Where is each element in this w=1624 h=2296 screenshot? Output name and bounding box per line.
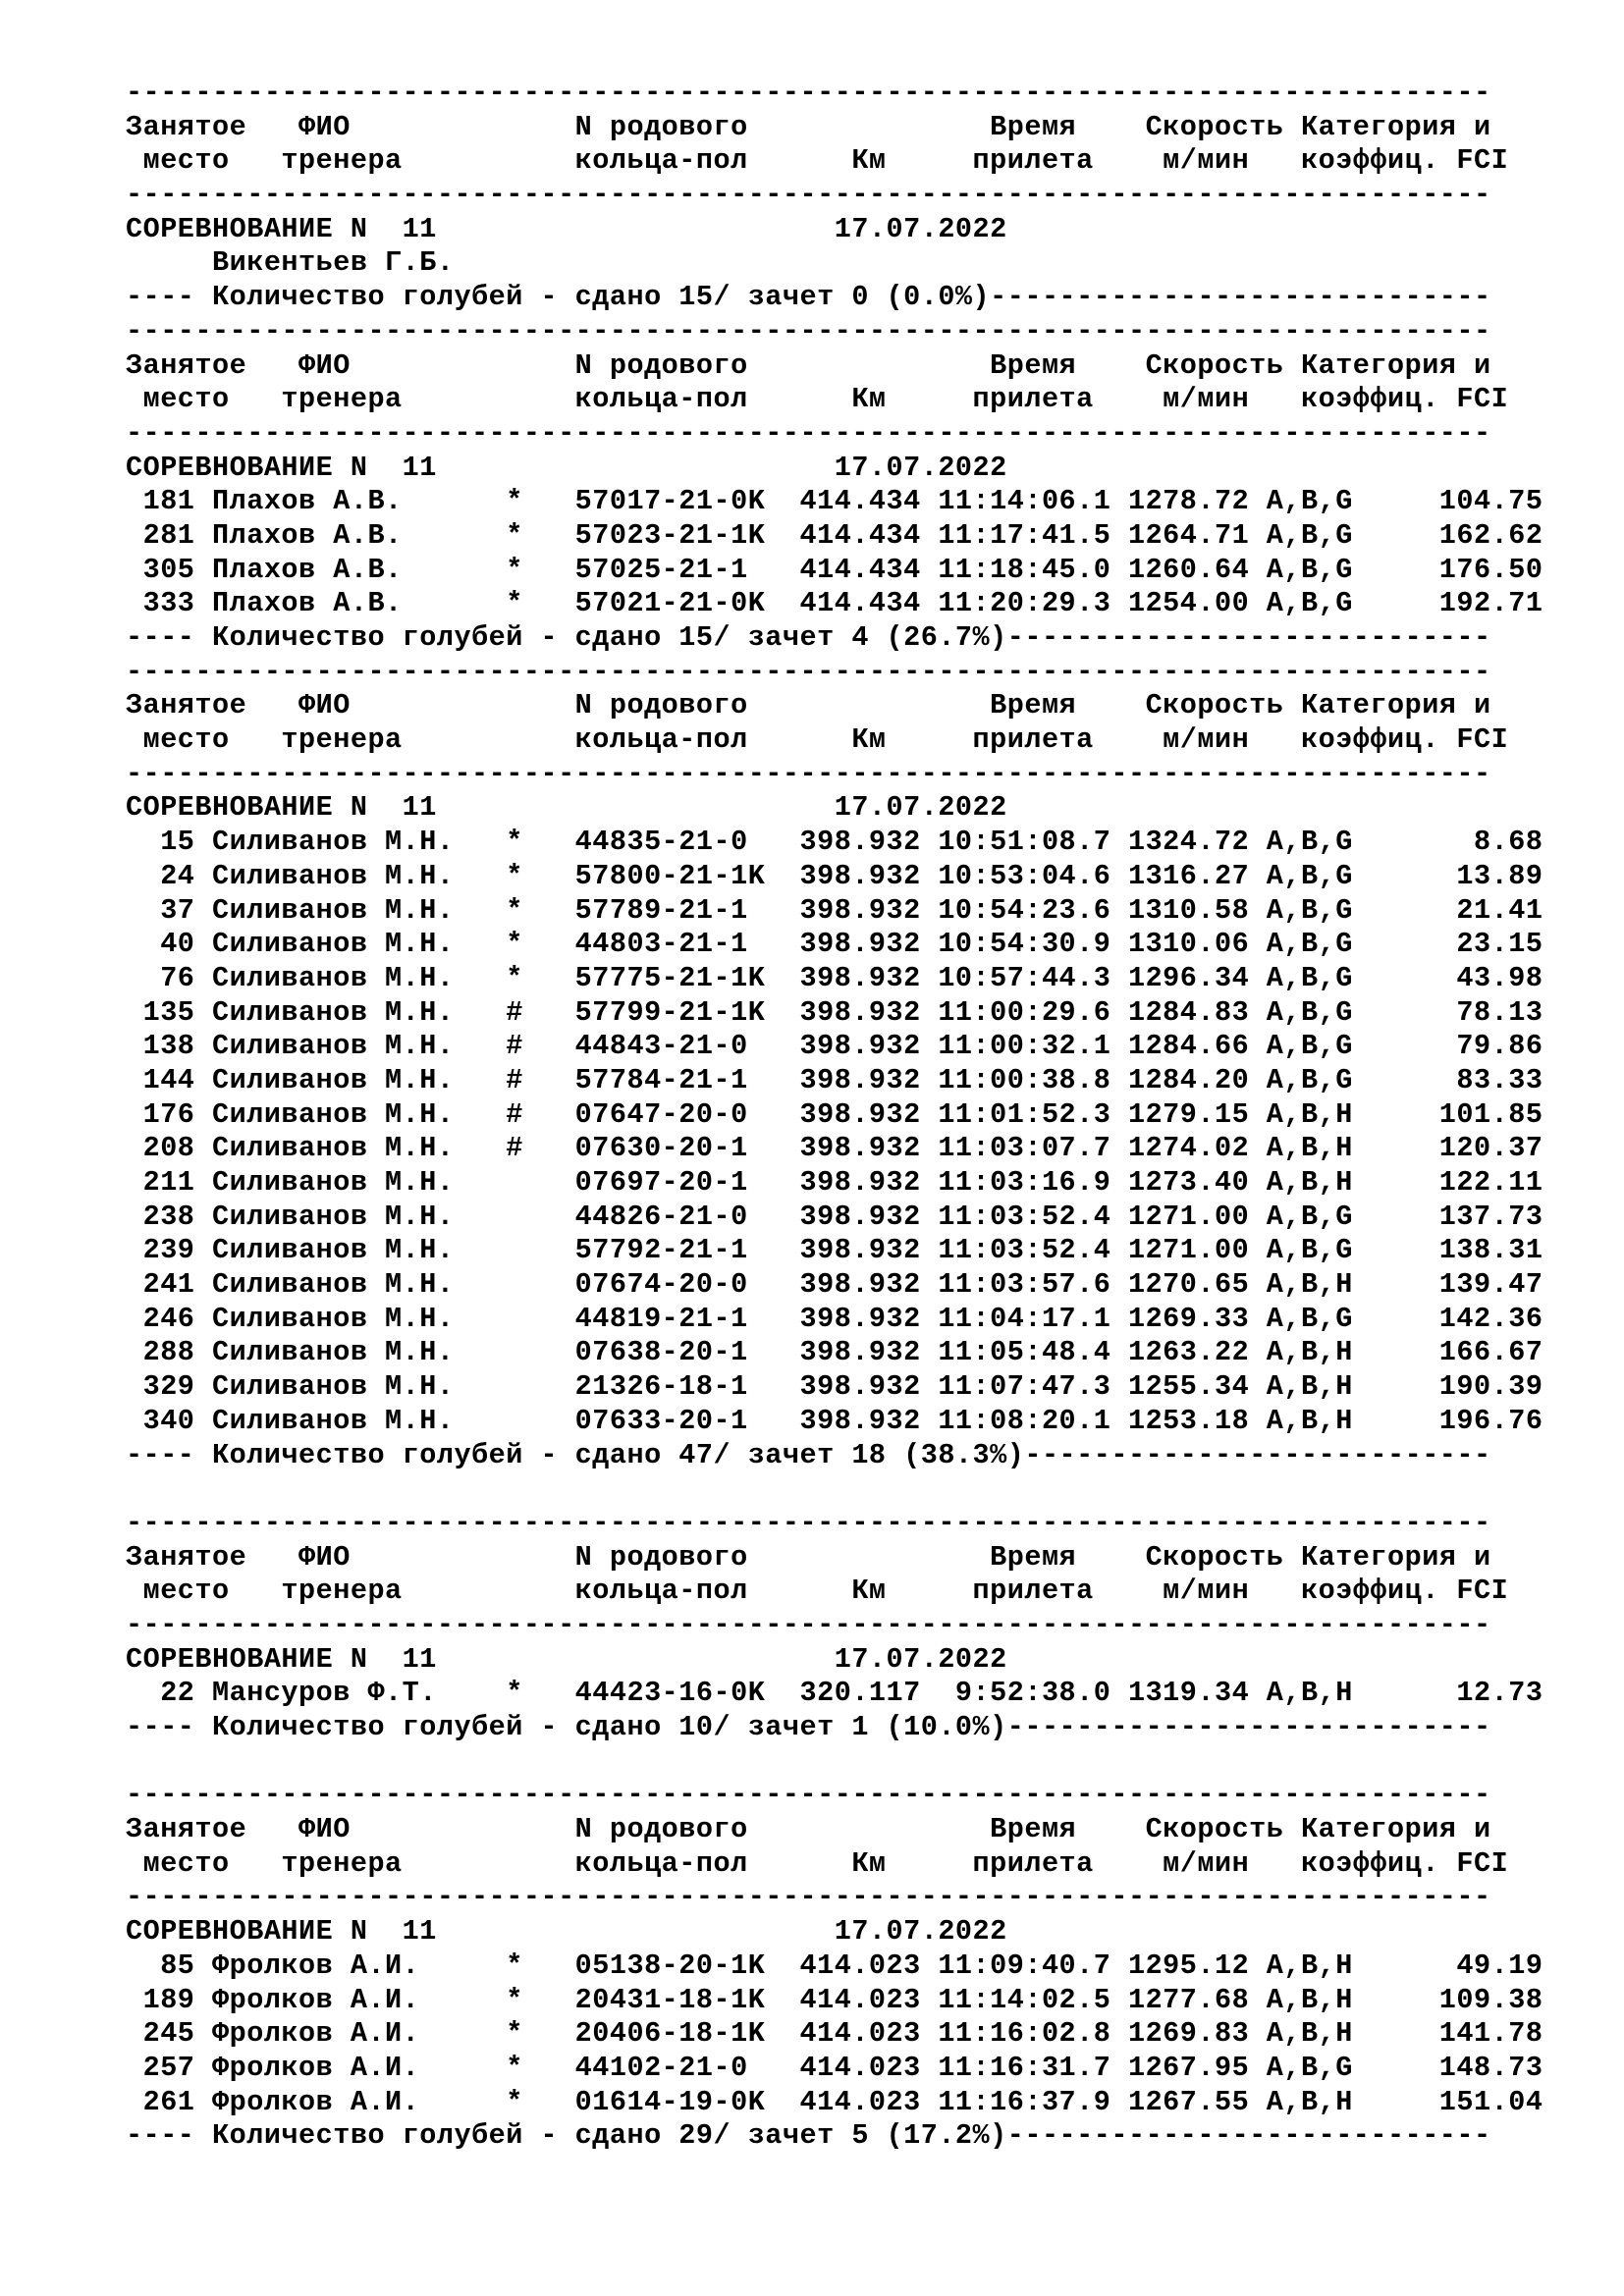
result-row: 245 Фролков А.И. * 20406-18-1K 414.023 11:16:02.8 1269.83 A,B,H 141.78 bbox=[126, 2017, 1543, 2051]
competition-line: СОРЕВНОВАНИЕ N 11 17.07.2022 bbox=[126, 791, 1007, 825]
header-row-2: место тренера кольца-пол Км прилета м/мин коэффиц. FCI bbox=[126, 144, 1509, 178]
header-rule: ------------------------------------------------------------------------------- bbox=[126, 757, 1491, 790]
header-row-2: место тренера кольца-пол Км прилета м/мин коэффиц. FCI bbox=[126, 1575, 1509, 1608]
top-rule: ------------------------------------------------------------------------------- bbox=[126, 1779, 1491, 1812]
result-row: 85 Фролков А.И. * 05138-20-1K 414.023 11:09:40.7 1295.12 A,B,H 49.19 bbox=[126, 1949, 1543, 1982]
result-row: 211 Силиванов М.Н. 07697-20-1 398.932 11:03:16.9 1273.40 A,B,H 122.11 bbox=[126, 1166, 1543, 1199]
header-row-1: Занятое ФИО N родового Время Скорость Категория и bbox=[126, 110, 1491, 143]
top-rule: ------------------------------------------------------------------------------- bbox=[126, 77, 1491, 109]
header-rule: ------------------------------------------------------------------------------- bbox=[126, 179, 1491, 212]
result-row: 40 Силиванов М.Н. * 44803-21-1 398.932 10:54:30.9 1310.06 A,B,G 23.15 bbox=[126, 928, 1543, 961]
header-row-1: Занятое ФИО N родового Время Скорость Категория и bbox=[126, 689, 1491, 722]
summary-line: ---- Количество голубей - сдано 29/ зачет 5 (17.2%)---------------------------- bbox=[126, 2119, 1491, 2153]
result-row: 261 Фролков А.И. * 01614-19-0K 414.023 11:16:37.9 1267.55 A,B,H 151.04 bbox=[126, 2085, 1543, 2118]
top-rule: ------------------------------------------------------------------------------- bbox=[126, 655, 1491, 688]
competition-line: СОРЕВНОВАНИЕ N 11 17.07.2022 bbox=[126, 1642, 1007, 1676]
header-row-1: Занятое ФИО N родового Время Скорость Категория и bbox=[126, 1813, 1491, 1846]
summary-line: ---- Количество голубей - сдано 15/ зачет 4 (26.7%)---------------------------- bbox=[126, 621, 1491, 654]
result-row: 208 Силиванов М.Н. # 07630-20-1 398.932 11:03:07.7 1274.02 A,B,H 120.37 bbox=[126, 1132, 1543, 1165]
trainer-name: Викентьев Г.Б. bbox=[126, 246, 455, 280]
results-report bbox=[126, 77, 1543, 2154]
result-row: 22 Мансуров Ф.Т. * 44423-16-0K 320.117 9:52:38.0 1319.34 A,B,H 12.73 bbox=[126, 1677, 1543, 1710]
result-row: 288 Силиванов М.Н. 07638-20-1 398.932 11:05:48.4 1263.22 A,B,H 166.67 bbox=[126, 1336, 1543, 1369]
top-rule: ------------------------------------------------------------------------------- bbox=[126, 1506, 1491, 1539]
header-row-1: Занятое ФИО N родового Время Скорость Категория и bbox=[126, 348, 1491, 382]
header-rule: ------------------------------------------------------------------------------- bbox=[126, 1881, 1491, 1914]
result-row: 333 Плахов А.В. * 57021-21-0K 414.434 11:20:29.3 1254.00 A,B,G 192.71 bbox=[126, 587, 1543, 620]
result-row: 144 Силиванов М.Н. # 57784-21-1 398.932 11:00:38.8 1284.20 A,B,G 83.33 bbox=[126, 1063, 1543, 1096]
header-row-2: место тренера кольца-пол Км прилета м/мин коэффиц. FCI bbox=[126, 1846, 1509, 1880]
result-row: 135 Силиванов М.Н. # 57799-21-1K 398.932 11:00:29.6 1284.83 A,B,G 78.13 bbox=[126, 995, 1543, 1029]
result-row: 176 Силиванов М.Н. # 07647-20-0 398.932 11:01:52.3 1279.15 A,B,H 101.85 bbox=[126, 1097, 1543, 1131]
result-row: 138 Силиванов М.Н. # 44843-21-0 398.932 11:00:32.1 1284.66 A,B,G 79.86 bbox=[126, 1030, 1543, 1063]
header-row-1: Занятое ФИО N родового Время Скорость Категория и bbox=[126, 1540, 1491, 1574]
result-row: 37 Силиванов М.Н. * 57789-21-1 398.932 10:54:23.6 1310.58 A,B,G 21.41 bbox=[126, 893, 1543, 927]
result-row: 24 Силиванов М.Н. * 57800-21-1K 398.932 10:53:04.6 1316.27 A,B,G 13.89 bbox=[126, 859, 1543, 892]
header-rule: ------------------------------------------------------------------------------- bbox=[126, 416, 1491, 450]
result-row: 257 Фролков А.И. * 44102-21-0 414.023 11:16:31.7 1267.95 A,B,G 148.73 bbox=[126, 2051, 1543, 2084]
result-row: 305 Плахов А.В. * 57025-21-1 414.434 11:18:45.0 1260.64 A,B,G 176.50 bbox=[126, 553, 1543, 586]
result-row: 181 Плахов А.В. * 57017-21-0K 414.434 11:14:06.1 1278.72 A,B,G 104.75 bbox=[126, 485, 1543, 518]
result-row: 239 Силиванов М.Н. 57792-21-1 398.932 11:03:52.4 1271.00 A,B,G 138.31 bbox=[126, 1234, 1543, 1267]
spacer bbox=[126, 1745, 1543, 1780]
result-row: 238 Силиванов М.Н. 44826-21-0 398.932 11:03:52.4 1271.00 A,B,G 137.73 bbox=[126, 1200, 1543, 1233]
result-row: 246 Силиванов М.Н. 44819-21-1 398.932 11:04:17.1 1269.33 A,B,G 142.36 bbox=[126, 1302, 1543, 1335]
header-rule: ------------------------------------------------------------------------------- bbox=[126, 1608, 1491, 1641]
summary-line: ---- Количество голубей - сдано 15/ зачет 0 (0.0%)----------------------------- bbox=[126, 281, 1491, 314]
header-row-2: место тренера кольца-пол Км прилета м/мин коэффиц. FCI bbox=[126, 723, 1509, 757]
result-row: 340 Силиванов М.Н. 07633-20-1 398.932 11:08:20.1 1253.18 A,B,H 196.76 bbox=[126, 1404, 1543, 1437]
result-row: 15 Силиванов М.Н. * 44835-21-0 398.932 10:51:08.7 1324.72 A,B,G 8.68 bbox=[126, 826, 1543, 859]
result-row: 76 Силиванов М.Н. * 57775-21-1K 398.932 10:57:44.3 1296.34 A,B,G 43.98 bbox=[126, 961, 1543, 994]
top-rule: ------------------------------------------------------------------------------- bbox=[126, 314, 1491, 347]
competition-line: СОРЕВНОВАНИЕ N 11 17.07.2022 bbox=[126, 212, 1007, 245]
result-row: 281 Плахов А.В. * 57023-21-1K 414.434 11:17:41.5 1264.71 A,B,G 162.62 bbox=[126, 518, 1543, 552]
summary-line: ---- Количество голубей - сдано 10/ зачет 1 (10.0%)---------------------------- bbox=[126, 1711, 1491, 1743]
spacer bbox=[126, 1472, 1543, 1507]
competition-line: СОРЕВНОВАНИЕ N 11 17.07.2022 bbox=[126, 1915, 1007, 1949]
result-row: 189 Фролков А.И. * 20431-18-1K 414.023 11:14:02.5 1277.68 A,B,H 109.38 bbox=[126, 1983, 1543, 2016]
result-row: 329 Силиванов М.Н. 21326-18-1 398.932 11:07:47.3 1255.34 A,B,H 190.39 bbox=[126, 1370, 1543, 1404]
header-row-2: место тренера кольца-пол Км прилета м/мин коэффиц. FCI bbox=[126, 383, 1509, 416]
result-row: 241 Силиванов М.Н. 07674-20-0 398.932 11:03:57.6 1270.65 A,B,H 139.47 bbox=[126, 1268, 1543, 1302]
competition-line: СОРЕВНОВАНИЕ N 11 17.07.2022 bbox=[126, 451, 1007, 484]
summary-line: ---- Количество голубей - сдано 47/ зачет 18 (38.3%)--------------------------- bbox=[126, 1438, 1491, 1471]
